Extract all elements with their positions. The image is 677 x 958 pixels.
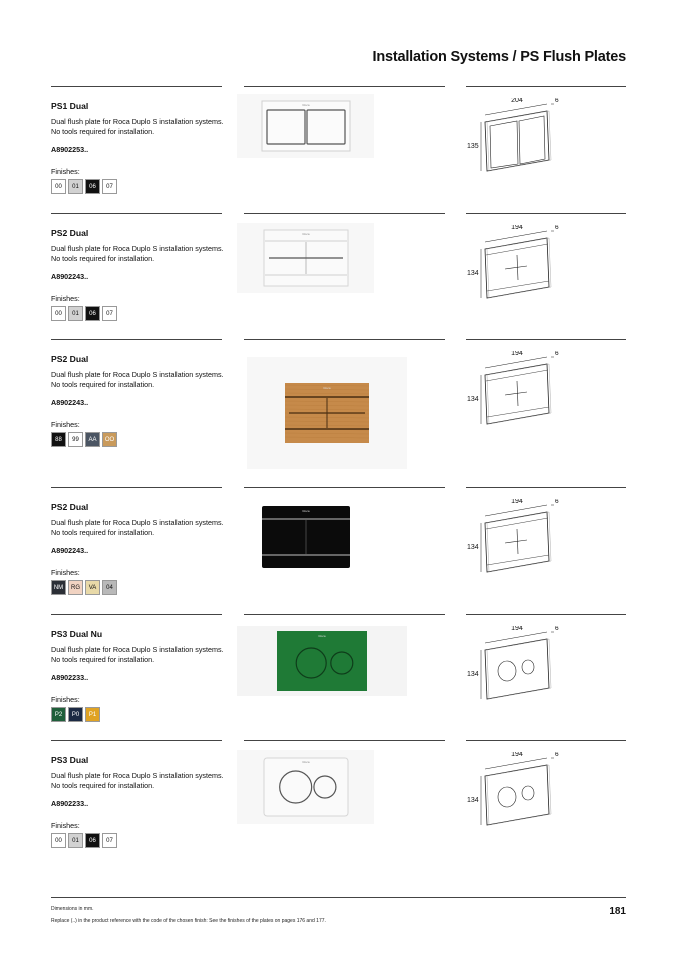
dimension-drawing (467, 98, 577, 184)
product-reference: A8902243.. (51, 272, 89, 281)
section-divider (466, 86, 626, 87)
footer-dimensions-note: Dimensions in mm. (51, 906, 94, 912)
finish-swatches (51, 432, 119, 447)
drawing-large-button (498, 661, 516, 681)
section-divider (51, 740, 222, 741)
finishes-label: Finishes: (51, 695, 80, 704)
drawing-depth-value: 6 (555, 98, 559, 104)
drawing-top-line (486, 370, 548, 381)
dimension-drawing (467, 225, 577, 311)
technical-drawing (467, 98, 577, 184)
finishes-label: Finishes: (51, 420, 80, 429)
product-name: PS2 Dual (51, 502, 89, 512)
flush-plate-image (263, 229, 349, 287)
drawing-height-value: 134 (467, 270, 479, 277)
section-divider (466, 339, 626, 340)
dimension-drawing (467, 499, 577, 585)
drawing-small-button (522, 786, 534, 800)
product-name: PS2 Dual (51, 354, 89, 364)
section-divider (466, 740, 626, 741)
finish-swatch: 06 (85, 306, 100, 321)
product-section (51, 339, 626, 459)
drawing-height-value: 134 (467, 544, 479, 551)
flush-plate-image (277, 631, 367, 691)
drawing-width-dim-line (485, 357, 547, 368)
drawing-width-dim-line (485, 632, 547, 643)
section-divider (51, 339, 222, 340)
product-description: Dual flush plate for Roca Duplo S installation systems. No tools required for installation. (51, 518, 224, 538)
section-divider (51, 614, 222, 615)
footer-replace-note: Replace (..) in the product reference with the code of the chosen finish: See the finishes of the plates on pages 176 and 177. (51, 918, 326, 924)
product-description: Dual flush plate for Roca Duplo S installation systems. No tools required for installation. (51, 370, 224, 390)
flush-plate-image (263, 757, 349, 817)
drawing-height-value: 134 (467, 396, 479, 403)
technical-drawing (467, 626, 577, 712)
drawing-depth-value: 6 (555, 225, 559, 231)
product-photo (237, 94, 374, 158)
flush-plate-image (285, 383, 369, 443)
section-divider (244, 614, 445, 615)
product-section (51, 86, 626, 206)
plate-brand-logo: Roca (318, 634, 326, 638)
section-divider (51, 86, 222, 87)
finish-swatch: 06 (85, 833, 100, 848)
product-description: Dual flush plate for Roca Duplo S installation systems. No tools required for installation. (51, 117, 224, 137)
drawing-depth-value: 6 (555, 626, 559, 632)
drawing-large-button (498, 787, 516, 807)
finish-swatches (51, 179, 119, 194)
page-number: 181 (609, 906, 626, 917)
drawing-depth-value: 6 (555, 752, 559, 758)
flush-plate-image (261, 100, 351, 152)
product-section (51, 487, 626, 607)
drawing-mid-line (505, 540, 527, 543)
drawing-height-value: 135 (467, 143, 479, 150)
section-divider (51, 213, 222, 214)
finish-swatch: 01 (68, 306, 83, 321)
drawing-height-value: 134 (467, 671, 479, 678)
dimension-drawing (467, 752, 577, 838)
finish-swatch: 01 (68, 833, 83, 848)
technical-drawing (467, 752, 577, 838)
plate-green (277, 631, 367, 691)
product-photo (237, 626, 407, 696)
product-name: PS2 Dual (51, 228, 89, 238)
plate-brand-logo: Roca (301, 760, 310, 764)
section-divider (466, 614, 626, 615)
drawing-width-value: 194 (511, 499, 523, 505)
drawing-width-value: 194 (511, 626, 523, 632)
finish-swatch: 04 (102, 580, 117, 595)
product-reference: A8902243.. (51, 546, 89, 555)
product-reference: A8902233.. (51, 673, 89, 682)
product-section (51, 614, 626, 734)
finish-swatch: RG (68, 580, 83, 595)
technical-drawing (467, 351, 577, 437)
finish-swatches (51, 580, 119, 595)
product-description: Dual flush plate for Roca Duplo S installation systems. No tools required for installation. (51, 771, 224, 791)
drawing-bottom-line (487, 281, 549, 291)
plate-brand-logo: Roca (301, 232, 310, 236)
plate-brand-logo: Roca (323, 386, 331, 390)
drawing-width-value: 204 (511, 98, 523, 104)
drawing-top-line (486, 244, 548, 255)
finish-swatch: 07 (102, 179, 117, 194)
product-name: PS1 Dual (51, 101, 89, 111)
product-photo (247, 357, 407, 469)
finishes-label: Finishes: (51, 568, 80, 577)
product-name: PS3 Dual (51, 755, 89, 765)
finish-swatches (51, 306, 119, 321)
flush-plate-image (262, 506, 350, 568)
finish-swatch: 00 (51, 833, 66, 848)
product-description: Dual flush plate for Roca Duplo S installation systems. No tools required for installation. (51, 645, 224, 665)
finishes-label: Finishes: (51, 294, 80, 303)
drawing-top-line (486, 518, 548, 529)
drawing-mid-line (505, 266, 527, 269)
product-photo (237, 750, 374, 824)
finish-swatch: P2 (51, 707, 66, 722)
drawing-width-dim-line (485, 104, 547, 115)
drawing-width-value: 194 (511, 752, 523, 758)
product-section (51, 213, 626, 333)
product-reference: A8902233.. (51, 799, 89, 808)
finish-swatches (51, 833, 119, 848)
plate-brand-logo: Roca (301, 509, 310, 513)
section-divider (244, 339, 445, 340)
section-divider (244, 740, 445, 741)
finish-swatch: 00 (51, 306, 66, 321)
page-title: Installation Systems / PS Flush Plates (372, 49, 626, 65)
product-photo (237, 223, 374, 293)
drawing-right-button (519, 116, 545, 164)
finish-swatch: AA (85, 432, 100, 447)
finish-swatch: VA (85, 580, 100, 595)
drawing-depth-value: 6 (555, 351, 559, 357)
drawing-width-value: 194 (511, 351, 523, 357)
drawing-width-dim-line (485, 758, 547, 769)
finish-swatch: 07 (102, 833, 117, 848)
product-description: Dual flush plate for Roca Duplo S installation systems. No tools required for installation. (51, 244, 224, 264)
drawing-width-dim-line (485, 231, 547, 242)
plate-brand-logo: Roca (301, 103, 310, 107)
drawing-left-button (490, 121, 518, 168)
product-photo (237, 497, 374, 577)
finish-swatch: 06 (85, 179, 100, 194)
finish-swatches (51, 707, 102, 722)
product-section (51, 740, 626, 860)
section-divider (51, 487, 222, 488)
section-divider (244, 86, 445, 87)
section-divider (244, 213, 445, 214)
dimension-drawing (467, 626, 577, 712)
drawing-width-value: 194 (511, 225, 523, 231)
finish-swatch: 01 (68, 179, 83, 194)
finish-swatch: OO (102, 432, 117, 447)
product-name: PS3 Dual Nu (51, 629, 103, 639)
dimension-drawing (467, 351, 577, 437)
footer-divider (51, 897, 626, 898)
finish-swatch: P0 (68, 707, 83, 722)
finish-swatch: 99 (68, 432, 83, 447)
drawing-width-dim-line (485, 505, 547, 516)
drawing-depth-value: 6 (555, 499, 559, 505)
drawing-height-value: 134 (467, 797, 479, 804)
finish-swatch: P1 (85, 707, 100, 722)
finish-swatch: NM (51, 580, 66, 595)
section-divider (466, 213, 626, 214)
product-reference: A8902253.. (51, 145, 89, 154)
finish-swatch: 00 (51, 179, 66, 194)
drawing-mid-line (505, 392, 527, 395)
drawing-bottom-line (487, 407, 549, 417)
finish-swatch: 88 (51, 432, 66, 447)
technical-drawing (467, 225, 577, 311)
finish-swatch: 07 (102, 306, 117, 321)
section-divider (466, 487, 626, 488)
drawing-bottom-line (487, 555, 549, 565)
section-divider (244, 487, 445, 488)
product-reference: A8902243.. (51, 398, 89, 407)
drawing-small-button (522, 660, 534, 674)
finishes-label: Finishes: (51, 167, 80, 176)
technical-drawing (467, 499, 577, 585)
finishes-label: Finishes: (51, 821, 80, 830)
